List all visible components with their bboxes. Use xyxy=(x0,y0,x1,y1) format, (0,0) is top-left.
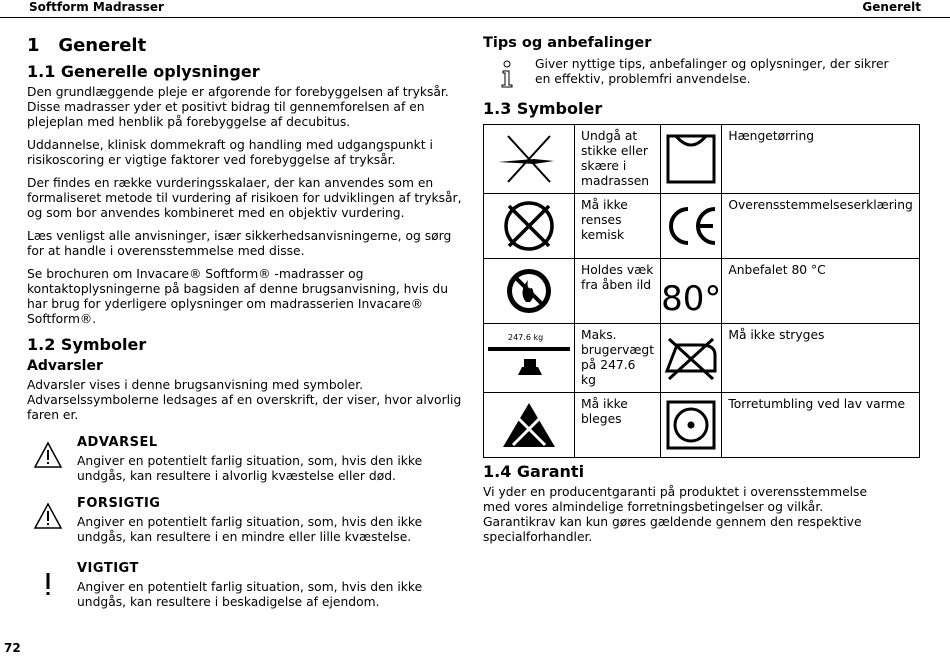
subheading-tips: Tips og anbefalinger xyxy=(483,35,652,51)
table-row xyxy=(484,194,920,259)
warning-triangle-icon xyxy=(33,441,63,469)
paragraph: Den grundlæggende pleje er afgorende for forebyggelsen af tryksår. Disse madrasser yder et positivt bidrag til gennemforelsen af en plejeplan med henblik på forebyggelse af decubitus. xyxy=(27,85,449,129)
page-number: 72 xyxy=(4,641,21,655)
header-rule xyxy=(0,17,950,18)
left-column xyxy=(27,35,465,622)
symbol-cell xyxy=(484,259,575,324)
symbol-label: Holdes væk fra åben ild xyxy=(575,259,661,324)
warning-text: Angiver en potentielt farlig situation, som, hvis den ikke undgås, kan resultere i beskadigelse af ejendom. xyxy=(77,580,423,609)
symbol-label: Hængetørring xyxy=(722,125,920,194)
hang-dry-icon xyxy=(664,132,718,186)
paragraph: Se brochuren om Invacare® Softform® -madrasser og kontaktoplysningerne på bagsiden af denne brugsanvisning, hvis du har brug for yderligere oplysninger om madrasserien Invacare® Softform®. xyxy=(27,267,449,326)
max-weight-icon xyxy=(484,333,574,383)
section-title-general-info: 1.1 Generelle oplysninger xyxy=(27,62,260,81)
symbol-cell xyxy=(661,393,722,458)
tips-text: Giver nyttige tips, anbefalinger og oplysninger, der sikrer en effektiv, problemfri anvendelse. xyxy=(535,57,889,86)
chapter-title: 1 Generelt xyxy=(27,35,147,56)
symbol-label: Må ikke renses kemisk xyxy=(575,194,661,259)
no-open-flame-icon xyxy=(504,266,554,316)
symbol-cell xyxy=(661,324,722,393)
symbol-label: Torretumbling ved lav varme xyxy=(722,393,920,458)
warnings-intro: Advarsler vises i denne brugsanvisning med symboler. Advarselssymbolerne ledsages af en overskrift, der viser, hvor alvorlig faren er. xyxy=(27,378,462,422)
paragraph: Der findes en række vurderingsskalaer, der kan anvendes som en formaliseret metode til vurdering af risikoen for udviklingen af tryksår, og som bor anvendes kombineret med en objektiv vurdering. xyxy=(27,176,462,220)
running-header-title: Softform Madrasser xyxy=(29,0,164,14)
tips-block xyxy=(483,57,895,87)
subheading-warnings: Advarsler xyxy=(27,358,103,374)
warning-title: ADVARSEL xyxy=(77,435,158,450)
info-icon xyxy=(497,59,517,89)
exclamation-icon xyxy=(33,571,63,599)
symbol-cell xyxy=(661,125,722,194)
table-row xyxy=(484,125,920,194)
warning-text: Angiver en potentielt farlig situation, som, hvis den ikke undgås, kan resultere i en mindre eller lille kvæstelse. xyxy=(77,515,423,544)
symbol-label: Må ikke bleges xyxy=(575,393,661,458)
symbol-label: Undgå at stikke eller skære i madrassen xyxy=(575,125,661,194)
section-title-warranty: 1.4 Garanti xyxy=(483,462,585,481)
symbol-cell xyxy=(661,259,722,324)
warranty-text: Vi yder en producentgaranti på produktet i overensstemmelse med vores almindelige forretningsbetingelser og vilkår. Garantikrav kan kun gøres gældende gennem den respektive specialforhandler. xyxy=(483,485,868,544)
symbol-label: Må ikke stryges xyxy=(722,324,920,393)
warning-text: Angiver en potentielt farlig situation, som, hvis den ikke undgås, kan resultere i alvorlig kvæstelse eller død. xyxy=(77,454,423,483)
symbol-label: Anbefalet 80 °C xyxy=(722,259,920,324)
symbol-cell xyxy=(661,194,722,259)
section-title-symbols: 1.2 Symboler xyxy=(27,335,147,354)
section-title-symbols-2: 1.3 Symboler xyxy=(483,99,603,118)
warning-block-vigtigt xyxy=(27,561,465,610)
right-column xyxy=(483,35,913,553)
symbol-cell xyxy=(484,393,575,458)
warning-title: VIGTIGT xyxy=(77,561,139,576)
weight-scale-icon xyxy=(484,333,574,383)
warning-triangle-icon xyxy=(33,502,63,530)
warning-title: FORSIGTIG xyxy=(77,496,161,511)
symbol-cell xyxy=(484,324,575,393)
no-dry-clean-icon xyxy=(501,198,557,254)
tumble-dry-low-icon xyxy=(664,398,718,452)
running-header-section: Generelt xyxy=(862,0,921,14)
no-sharp-objects-icon xyxy=(494,132,564,186)
no-bleach-icon xyxy=(499,399,559,451)
symbol-label: Maks. brugervægt på 247.6 kg xyxy=(575,324,661,393)
symbol-label: Overensstemmelseserklæring xyxy=(722,194,920,259)
ce-mark-icon xyxy=(661,201,721,251)
warning-block-advarsel xyxy=(27,435,465,484)
wash-80-icon: 80° xyxy=(661,279,722,319)
max-weight-label: 247.6 kg xyxy=(508,333,544,342)
paragraph: Uddannelse, klinisk dommekraft og handling med udgangspunkt i risikoscoring er vigtige faktorer ved forebyggelse af tryksår. xyxy=(27,138,433,167)
table-row xyxy=(484,324,920,393)
no-iron-icon xyxy=(661,335,721,381)
table-row xyxy=(484,393,920,458)
warning-block-forsigtig xyxy=(27,496,465,545)
table-row xyxy=(484,259,920,324)
paragraph: Læs venligst alle anvisninger, især sikkerhedsanvisningerne, og sørg for at handle i overensstemmelse med disse. xyxy=(27,229,452,258)
symbols-table xyxy=(483,124,920,458)
symbol-cell xyxy=(484,194,575,259)
symbol-cell xyxy=(484,125,575,194)
